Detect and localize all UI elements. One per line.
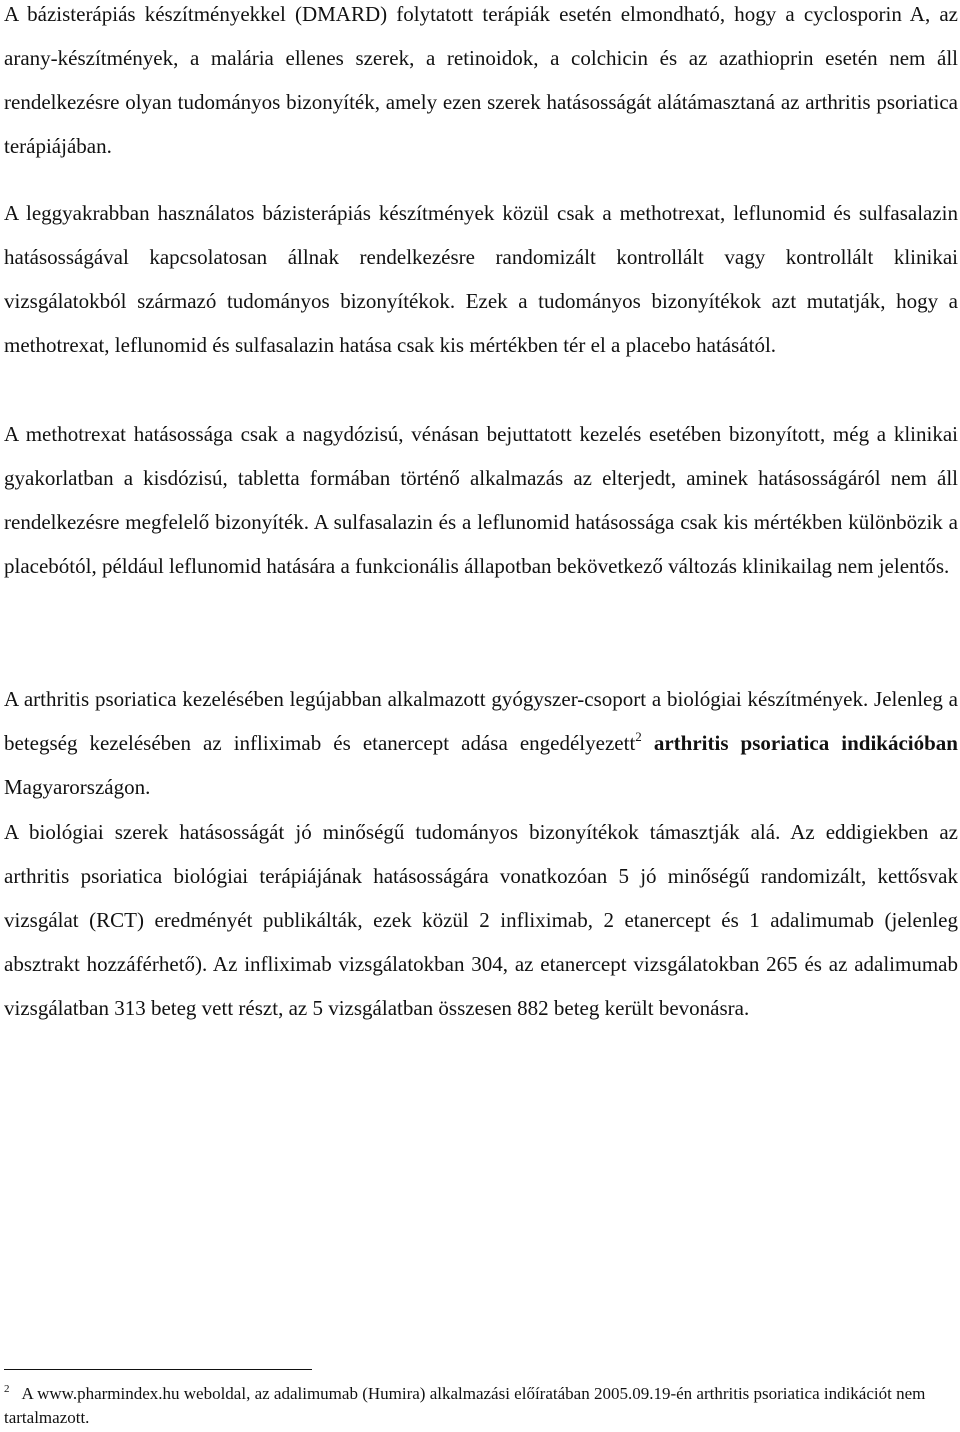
indication-bold-text: arthritis psoriatica indikációban [653, 731, 958, 755]
footnote-text: A www.pharmindex.hu weboldal, az adalimumab (Humira) alkalmazási előíratában 2005.09.19-én arthritis psoriatica indikációt nem tartalmazott. [4, 1384, 926, 1427]
paragraph-common-dmards: A leggyakrabban használatos bázisterápiás készítmények közül csak a methotrexat, leflunomid és sulfasalazin hatásosságával kapcsolatosan állnak rendelkezésre randomizált kontrollált vagy kontrollált klinikai vizsgálatokból származó tudományos bizonyítékok. Ezek a tudományos bizonyítékok azt mutatják, hogy a methotrexat, leflunomid és sulfasalazin hatása csak kis mértékben tér el a placebo hatásától. [4, 201, 958, 357]
footnote-separator [4, 1369, 312, 1370]
paragraph-biologic-agents [4, 677, 958, 809]
paragraph-rct-evidence: A biológiai szerek hatásosságát jó minőségű tudományos bizonyítékok támasztják alá. Az eddigiekben az arthritis psoriatica biológiai terápiájának hatásosságára vonatkozóan 5 jó minőségű randomizált, kettősvak vizsgálat (RCT) eredményét publikálták, ezek közül 2 infliximab, 2 etanercept és 1 adalimumab (jelenleg absztrakt hozzáférhető). Az infliximab vizsgálatokban 304, az etanercept vizsgálatokban 265 és az adalimumab vizsgálatban 313 beteg vett részt, az 5 vizsgálatban összesen 882 beteg került bevonásra. [4, 820, 958, 1020]
footnote-reference-marker: 2 [635, 729, 642, 744]
paragraph-biologic-tail: Magyarországon. [4, 775, 151, 799]
paragraph-biologic-text: A arthritis psoriatica kezelésében legújabban alkalmazott gyógyszer-csoport a biológiai készítmények. Jelenleg a betegség kezelésében az infliximab és etanercept adása engedélyezett [4, 687, 958, 755]
paragraph-methotrexat-efficacy: A methotrexat hatásossága csak a nagydózisú, vénásan bejuttatott kezelés esetében bizonyított, még a klinikai gyakorlatban a kisdózisú, tabletta formában történő alkalmazás az elterjedt, aminek hatásosságáról nem áll rendelkezésre megfelelő bizonyíték. A sulfasalazin és a leflunomid hatásossága csak kis mértékben különbözik a placebótól, például leflunomid hatására a funkcionális állapotban bekövetkező változás klinikailag nem jelentős. [4, 422, 958, 578]
footnote [4, 1382, 958, 1430]
footnote-marker: 2 [4, 1383, 10, 1395]
paragraph-dmard-evidence: A bázisterápiás készítményekkel (DMARD) folytatott terápiák esetén elmondható, hogy a cyclosporin A, az arany-készítmények, a malária ellenes szerek, a retinoidok, a colchicin és az azathioprin esetén nem áll rendelkezésre olyan tudományos bizonyíték, amely ezen szerek hatásosságát alátámasztaná az arthritis psoriatica terápiájában. [4, 2, 958, 158]
